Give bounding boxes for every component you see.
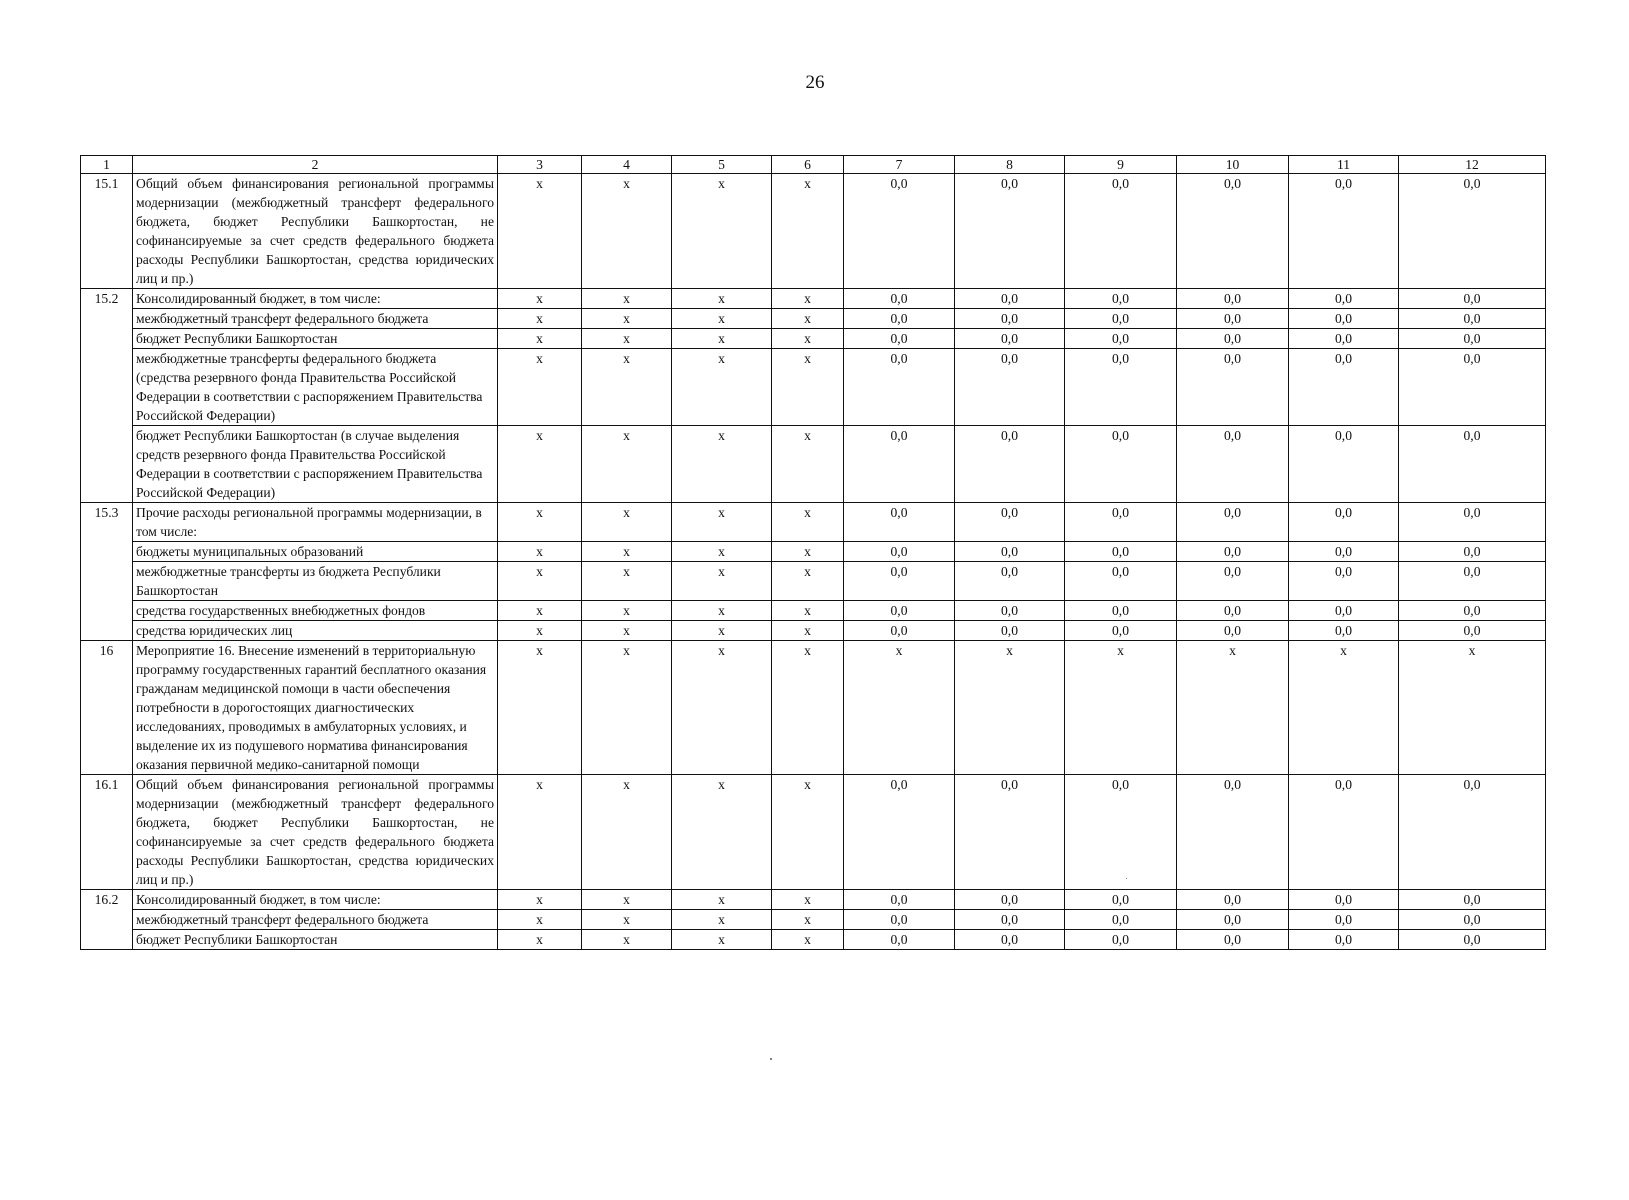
value-cell-col-9: x bbox=[1065, 641, 1177, 775]
value-cell-col-6: x bbox=[772, 426, 844, 503]
value-cell-col-9: 0,0 bbox=[1065, 289, 1177, 309]
value-cell-col-4: x bbox=[582, 601, 672, 621]
value-cell-col-10: 0,0 bbox=[1177, 910, 1289, 930]
value-cell-col-12: 0,0 bbox=[1399, 621, 1546, 641]
value-cell-col-8: x bbox=[955, 641, 1065, 775]
value-cell-col-8: 0,0 bbox=[955, 601, 1065, 621]
table-row bbox=[81, 621, 1546, 641]
value-cell-col-8: 0,0 bbox=[955, 910, 1065, 930]
value-cell-col-12: 0,0 bbox=[1399, 329, 1546, 349]
value-cell-col-3: x bbox=[498, 289, 582, 309]
value-cell-col-12: 0,0 bbox=[1399, 503, 1546, 542]
row-description: Прочие расходы региональной программы модернизации, в том числе: bbox=[133, 503, 498, 542]
value-cell-col-10: 0,0 bbox=[1177, 349, 1289, 426]
value-cell-col-7: 0,0 bbox=[844, 562, 955, 601]
value-cell-col-12: 0,0 bbox=[1399, 542, 1546, 562]
row-description: Консолидированный бюджет, в том числе: bbox=[133, 890, 498, 910]
table-row bbox=[81, 349, 1546, 426]
value-cell-col-6: x bbox=[772, 349, 844, 426]
value-cell-col-9: 0,0 bbox=[1065, 910, 1177, 930]
value-cell-col-3: x bbox=[498, 775, 582, 890]
value-cell-col-6: x bbox=[772, 930, 844, 950]
scan-speck bbox=[770, 1058, 772, 1060]
value-cell-col-9: 0,0 bbox=[1065, 930, 1177, 950]
value-cell-col-11: 0,0 bbox=[1289, 426, 1399, 503]
value-cell-col-8: 0,0 bbox=[955, 930, 1065, 950]
value-cell-col-11: 0,0 bbox=[1289, 289, 1399, 309]
page-number: 26 bbox=[805, 72, 825, 93]
column-header-11: 11 bbox=[1289, 156, 1399, 174]
row-description: межбюджетный трансферт федерального бюджета bbox=[133, 309, 498, 329]
value-cell-col-11: 0,0 bbox=[1289, 775, 1399, 890]
value-cell-col-7: 0,0 bbox=[844, 930, 955, 950]
table-row bbox=[81, 910, 1546, 930]
value-cell-col-10: 0,0 bbox=[1177, 426, 1289, 503]
table-row bbox=[81, 601, 1546, 621]
table-row bbox=[81, 890, 1546, 910]
row-description: бюджет Республики Башкортостан bbox=[133, 930, 498, 950]
value-cell-col-10: 0,0 bbox=[1177, 930, 1289, 950]
row-number: 15.1 bbox=[81, 174, 133, 289]
value-cell-col-10: 0,0 bbox=[1177, 542, 1289, 562]
row-number: 15.3 bbox=[81, 503, 133, 641]
value-cell-col-12: 0,0 bbox=[1399, 309, 1546, 329]
table-row bbox=[81, 930, 1546, 950]
value-cell-col-5: x bbox=[672, 309, 772, 329]
value-cell-col-6: x bbox=[772, 289, 844, 309]
value-cell-col-8: 0,0 bbox=[955, 621, 1065, 641]
value-cell-col-6: x bbox=[772, 542, 844, 562]
value-cell-col-6: x bbox=[772, 621, 844, 641]
value-cell-col-9: 0,0 bbox=[1065, 775, 1177, 890]
table-row bbox=[81, 562, 1546, 601]
value-cell-col-12: 0,0 bbox=[1399, 562, 1546, 601]
column-header-6: 6 bbox=[772, 156, 844, 174]
value-cell-col-9: 0,0 bbox=[1065, 309, 1177, 329]
value-cell-col-10: 0,0 bbox=[1177, 174, 1289, 289]
column-header-4: 4 bbox=[582, 156, 672, 174]
value-cell-col-7: 0,0 bbox=[844, 329, 955, 349]
table-row bbox=[81, 289, 1546, 309]
value-cell-col-12: 0,0 bbox=[1399, 775, 1546, 890]
value-cell-col-8: 0,0 bbox=[955, 309, 1065, 329]
table-row bbox=[81, 309, 1546, 329]
value-cell-col-8: 0,0 bbox=[955, 503, 1065, 542]
value-cell-col-10: x bbox=[1177, 641, 1289, 775]
value-cell-col-9: 0,0 bbox=[1065, 329, 1177, 349]
row-number: 16 bbox=[81, 641, 133, 775]
row-description: межбюджетные трансферты из бюджета Республики Башкортостан bbox=[133, 562, 498, 601]
value-cell-col-8: 0,0 bbox=[955, 289, 1065, 309]
value-cell-col-3: x bbox=[498, 930, 582, 950]
value-cell-col-10: 0,0 bbox=[1177, 309, 1289, 329]
value-cell-col-8: 0,0 bbox=[955, 426, 1065, 503]
table-row bbox=[81, 775, 1546, 890]
row-description: Консолидированный бюджет, в том числе: bbox=[133, 289, 498, 309]
value-cell-col-12: 0,0 bbox=[1399, 426, 1546, 503]
value-cell-col-8: 0,0 bbox=[955, 890, 1065, 910]
value-cell-col-11: 0,0 bbox=[1289, 601, 1399, 621]
value-cell-col-4: x bbox=[582, 641, 672, 775]
value-cell-col-3: x bbox=[498, 641, 582, 775]
value-cell-col-5: x bbox=[672, 329, 772, 349]
row-description: межбюджетные трансферты федерального бюджета (средства резервного фонда Правительства Российской Федерации в соответствии с распоряжением Правительства Российской Федерации) bbox=[133, 349, 498, 426]
row-number: 16.2 bbox=[81, 890, 133, 950]
value-cell-col-7: 0,0 bbox=[844, 601, 955, 621]
value-cell-col-8: 0,0 bbox=[955, 349, 1065, 426]
value-cell-col-12: 0,0 bbox=[1399, 890, 1546, 910]
value-cell-col-4: x bbox=[582, 349, 672, 426]
value-cell-col-12: 0,0 bbox=[1399, 349, 1546, 426]
value-cell-col-9: 0,0 bbox=[1065, 601, 1177, 621]
value-cell-col-11: 0,0 bbox=[1289, 174, 1399, 289]
value-cell-col-5: x bbox=[672, 542, 772, 562]
row-description: межбюджетный трансферт федерального бюджета bbox=[133, 910, 498, 930]
value-cell-col-10: 0,0 bbox=[1177, 775, 1289, 890]
value-cell-col-7: 0,0 bbox=[844, 503, 955, 542]
value-cell-col-8: 0,0 bbox=[955, 775, 1065, 890]
value-cell-col-3: x bbox=[498, 349, 582, 426]
value-cell-col-5: x bbox=[672, 562, 772, 601]
row-description: средства юридических лиц bbox=[133, 621, 498, 641]
value-cell-col-10: 0,0 bbox=[1177, 289, 1289, 309]
value-cell-col-11: 0,0 bbox=[1289, 621, 1399, 641]
column-header-12: 12 bbox=[1399, 156, 1546, 174]
value-cell-col-8: 0,0 bbox=[955, 542, 1065, 562]
value-cell-col-7: 0,0 bbox=[844, 309, 955, 329]
value-cell-col-3: x bbox=[498, 562, 582, 601]
value-cell-col-11: 0,0 bbox=[1289, 930, 1399, 950]
value-cell-col-3: x bbox=[498, 542, 582, 562]
value-cell-col-9: 0,0 bbox=[1065, 621, 1177, 641]
value-cell-col-5: x bbox=[672, 289, 772, 309]
column-header-9: 9 bbox=[1065, 156, 1177, 174]
value-cell-col-8: 0,0 bbox=[955, 329, 1065, 349]
value-cell-col-3: x bbox=[498, 174, 582, 289]
value-cell-col-4: x bbox=[582, 289, 672, 309]
value-cell-col-7: 0,0 bbox=[844, 289, 955, 309]
column-header-5: 5 bbox=[672, 156, 772, 174]
row-description: бюджет Республики Башкортостан bbox=[133, 329, 498, 349]
value-cell-col-12: x bbox=[1399, 641, 1546, 775]
row-description: Общий объем финансирования региональной программы модернизации (межбюджетный трансферт федерального бюджета, бюджет Республики Башкортостан, не софинансируемые за счет средств федерального бюджета расходы Республики Башкортостан, средства юридических лиц и пр.) bbox=[133, 775, 498, 890]
column-header-3: 3 bbox=[498, 156, 582, 174]
value-cell-col-3: x bbox=[498, 329, 582, 349]
value-cell-col-4: x bbox=[582, 309, 672, 329]
value-cell-col-5: x bbox=[672, 349, 772, 426]
value-cell-col-7: 0,0 bbox=[844, 542, 955, 562]
row-description: Общий объем финансирования региональной программы модернизации (межбюджетный трансферт федерального бюджета, бюджет Республики Башкортостан, не софинансируемые за счет средств федерального бюджета расходы Республики Башкортостан, средства юридических лиц и пр.) bbox=[133, 174, 498, 289]
row-description: Мероприятие 16. Внесение изменений в территориальную программу государственных гарантий бесплатного оказания гражданам медицинской помощи в части обеспечения потребности в дорогостоящих диагностических исследованиях, проводимых в амбулаторных условиях, и выделение их из подушевого норматива финансирования оказания первичной медико-санитарной помощи bbox=[133, 641, 498, 775]
column-header-8: 8 bbox=[955, 156, 1065, 174]
value-cell-col-4: x bbox=[582, 775, 672, 890]
row-number: 16.1 bbox=[81, 775, 133, 890]
value-cell-col-3: x bbox=[498, 503, 582, 542]
row-description: средства государственных внебюджетных фондов bbox=[133, 601, 498, 621]
value-cell-col-7: 0,0 bbox=[844, 910, 955, 930]
value-cell-col-12: 0,0 bbox=[1399, 289, 1546, 309]
value-cell-col-5: x bbox=[672, 910, 772, 930]
value-cell-col-7: 0,0 bbox=[844, 349, 955, 426]
value-cell-col-10: 0,0 bbox=[1177, 503, 1289, 542]
value-cell-col-9: 0,0 bbox=[1065, 542, 1177, 562]
value-cell-col-11: 0,0 bbox=[1289, 542, 1399, 562]
value-cell-col-4: x bbox=[582, 621, 672, 641]
value-cell-col-12: 0,0 bbox=[1399, 174, 1546, 289]
table-row bbox=[81, 503, 1546, 542]
value-cell-col-3: x bbox=[498, 890, 582, 910]
value-cell-col-5: x bbox=[672, 890, 772, 910]
value-cell-col-7: 0,0 bbox=[844, 621, 955, 641]
value-cell-col-4: x bbox=[582, 890, 672, 910]
value-cell-col-7: 0,0 bbox=[844, 890, 955, 910]
value-cell-col-9: 0,0 bbox=[1065, 890, 1177, 910]
value-cell-col-5: x bbox=[672, 930, 772, 950]
value-cell-col-6: x bbox=[772, 503, 844, 542]
value-cell-col-11: x bbox=[1289, 641, 1399, 775]
value-cell-col-11: 0,0 bbox=[1289, 329, 1399, 349]
value-cell-col-9: 0,0 bbox=[1065, 562, 1177, 601]
value-cell-col-12: 0,0 bbox=[1399, 601, 1546, 621]
row-number: 15.2 bbox=[81, 289, 133, 503]
value-cell-col-7: x bbox=[844, 641, 955, 775]
value-cell-col-3: x bbox=[498, 910, 582, 930]
value-cell-col-6: x bbox=[772, 641, 844, 775]
value-cell-col-7: 0,0 bbox=[844, 174, 955, 289]
value-cell-col-5: x bbox=[672, 174, 772, 289]
value-cell-col-5: x bbox=[672, 601, 772, 621]
value-cell-col-6: x bbox=[772, 775, 844, 890]
value-cell-col-6: x bbox=[772, 910, 844, 930]
value-cell-col-6: x bbox=[772, 329, 844, 349]
value-cell-col-11: 0,0 bbox=[1289, 562, 1399, 601]
value-cell-col-12: 0,0 bbox=[1399, 930, 1546, 950]
value-cell-col-4: x bbox=[582, 174, 672, 289]
value-cell-col-11: 0,0 bbox=[1289, 309, 1399, 329]
value-cell-col-10: 0,0 bbox=[1177, 890, 1289, 910]
value-cell-col-6: x bbox=[772, 890, 844, 910]
value-cell-col-11: 0,0 bbox=[1289, 910, 1399, 930]
value-cell-col-11: 0,0 bbox=[1289, 503, 1399, 542]
value-cell-col-5: x bbox=[672, 503, 772, 542]
value-cell-col-11: 0,0 bbox=[1289, 890, 1399, 910]
row-description: бюджеты муниципальных образований bbox=[133, 542, 498, 562]
value-cell-col-8: 0,0 bbox=[955, 174, 1065, 289]
value-cell-col-5: x bbox=[672, 621, 772, 641]
value-cell-col-6: x bbox=[772, 601, 844, 621]
value-cell-col-7: 0,0 bbox=[844, 775, 955, 890]
value-cell-col-3: x bbox=[498, 621, 582, 641]
value-cell-col-9: 0,0 bbox=[1065, 174, 1177, 289]
table-row bbox=[81, 174, 1546, 289]
value-cell-col-7: 0,0 bbox=[844, 426, 955, 503]
table-row bbox=[81, 542, 1546, 562]
value-cell-col-12: 0,0 bbox=[1399, 910, 1546, 930]
value-cell-col-4: x bbox=[582, 930, 672, 950]
value-cell-col-9: 0,0 bbox=[1065, 503, 1177, 542]
value-cell-col-8: 0,0 bbox=[955, 562, 1065, 601]
value-cell-col-4: x bbox=[582, 562, 672, 601]
column-header-1: 1 bbox=[81, 156, 133, 174]
value-cell-col-4: x bbox=[582, 329, 672, 349]
table-row bbox=[81, 641, 1546, 775]
value-cell-col-10: 0,0 bbox=[1177, 621, 1289, 641]
value-cell-col-6: x bbox=[772, 562, 844, 601]
value-cell-col-3: x bbox=[498, 601, 582, 621]
value-cell-col-4: x bbox=[582, 426, 672, 503]
value-cell-col-3: x bbox=[498, 309, 582, 329]
column-header-7: 7 bbox=[844, 156, 955, 174]
scan-speck bbox=[1126, 878, 1127, 879]
value-cell-col-10: 0,0 bbox=[1177, 562, 1289, 601]
value-cell-col-10: 0,0 bbox=[1177, 329, 1289, 349]
value-cell-col-11: 0,0 bbox=[1289, 349, 1399, 426]
column-header-10: 10 bbox=[1177, 156, 1289, 174]
value-cell-col-4: x bbox=[582, 910, 672, 930]
column-header-row bbox=[81, 156, 1546, 174]
value-cell-col-5: x bbox=[672, 775, 772, 890]
table-body bbox=[81, 174, 1546, 950]
value-cell-col-5: x bbox=[672, 641, 772, 775]
value-cell-col-9: 0,0 bbox=[1065, 349, 1177, 426]
column-header-2: 2 bbox=[133, 156, 498, 174]
value-cell-col-4: x bbox=[582, 542, 672, 562]
value-cell-col-4: x bbox=[582, 503, 672, 542]
value-cell-col-5: x bbox=[672, 426, 772, 503]
value-cell-col-9: 0,0 bbox=[1065, 426, 1177, 503]
row-description: бюджет Республики Башкортостан (в случае выделения средств резервного фонда Правительства Российской Федерации в соответствии с распоряжением Правительства Российской Федерации) bbox=[133, 426, 498, 503]
value-cell-col-6: x bbox=[772, 309, 844, 329]
table-row bbox=[81, 426, 1546, 503]
financing-table bbox=[80, 155, 1546, 950]
table-row bbox=[81, 329, 1546, 349]
value-cell-col-6: x bbox=[772, 174, 844, 289]
value-cell-col-3: x bbox=[498, 426, 582, 503]
value-cell-col-10: 0,0 bbox=[1177, 601, 1289, 621]
